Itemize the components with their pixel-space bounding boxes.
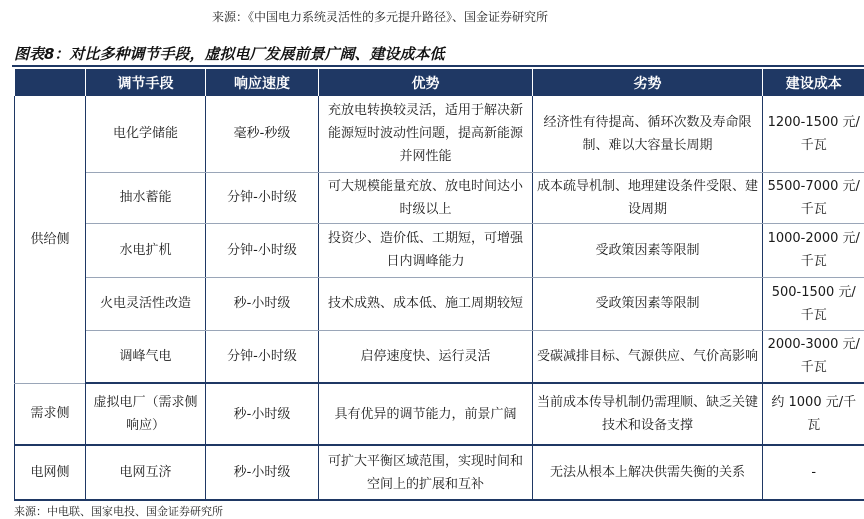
cons-cell: 受政策因素等限制 [533, 277, 763, 330]
category-cell: 需求侧 [15, 383, 86, 445]
speed-cell: 分钟-小时级 [206, 223, 319, 277]
table-row [15, 383, 864, 445]
method-cell: 火电灵活性改造 [86, 277, 206, 330]
cons-cell: 当前成本传导机制仍需理顺、缺乏关键技术和设备支撑 [533, 383, 763, 445]
table-row [15, 330, 864, 383]
speed-cell: 秒-小时级 [206, 383, 319, 445]
table-row [15, 445, 864, 500]
cons-cell: 成本疏导机制、地理建设条件受限、建设周期 [533, 172, 763, 223]
source-note-bottom: 来源：中电联、国家电投、国金证券研究所 [14, 505, 223, 518]
cost-cell: 1000-2000 元/千瓦 [763, 223, 864, 277]
speed-cell: 秒-小时级 [206, 277, 319, 330]
header-cons: 劣势 [533, 69, 763, 96]
category-cell: 供给侧 [15, 96, 86, 383]
method-cell: 调峰气电 [86, 330, 206, 383]
source-note-top: 来源：《中国电力系统灵活性的多元提升路径》、国金证券研究所 [212, 10, 549, 24]
cost-cell: 1200-1500 元/千瓦 [763, 96, 864, 172]
pros-cell: 充放电转换较灵活，适用于解决新能源短时波动性问题，提高新能源并网性能 [319, 96, 533, 172]
pros-cell: 启停速度快、运行灵活 [319, 330, 533, 383]
cost-cell: 约 1000 元/千瓦 [763, 383, 864, 445]
method-cell: 水电扩机 [86, 223, 206, 277]
table-header-row [15, 69, 864, 96]
header-cost: 建设成本 [763, 69, 864, 96]
category-cell: 电网侧 [15, 445, 86, 500]
cost-cell: - [763, 445, 864, 500]
header-method: 调节手段 [86, 69, 206, 96]
comparison-table [14, 69, 864, 501]
method-cell: 虚拟电厂（需求侧响应） [86, 383, 206, 445]
header-category [15, 69, 86, 96]
pros-cell: 投资少、造价低、工期短，可增强日内调峰能力 [319, 223, 533, 277]
header-speed: 响应速度 [206, 69, 319, 96]
method-cell: 电化学储能 [86, 96, 206, 172]
cost-cell: 5500-7000 元/千瓦 [763, 172, 864, 223]
cost-cell: 2000-3000 元/千瓦 [763, 330, 864, 383]
method-cell: 电网互济 [86, 445, 206, 500]
speed-cell: 秒-小时级 [206, 445, 319, 500]
table-row [15, 277, 864, 330]
cons-cell: 受政策因素等限制 [533, 223, 763, 277]
method-cell: 抽水蓄能 [86, 172, 206, 223]
speed-cell: 分钟-小时级 [206, 330, 319, 383]
figure-title-bar [12, 41, 864, 67]
table-row [15, 223, 864, 277]
cons-cell: 受碳减排目标、气源供应、气价高影响 [533, 330, 763, 383]
pros-cell: 技术成熟、成本低、施工周期较短 [319, 277, 533, 330]
figure-title: 图表8：对比多种调节手段，虚拟电厂发展前景广阔、建设成本低 [14, 45, 445, 63]
header-pros: 优势 [319, 69, 533, 96]
cons-cell: 经济性有待提高、循环次数及寿命限制、难以大容量长周期 [533, 96, 763, 172]
cost-cell: 500-1500 元/千瓦 [763, 277, 864, 330]
table-row [15, 172, 864, 223]
pros-cell: 可扩大平衡区域范围，实现时间和空间上的扩展和互补 [319, 445, 533, 500]
speed-cell: 分钟-小时级 [206, 172, 319, 223]
cons-cell: 无法从根本上解决供需失衡的关系 [533, 445, 763, 500]
pros-cell: 具有优异的调节能力，前景广阔 [319, 383, 533, 445]
pros-cell: 可大规模能量充放、放电时间达小时级以上 [319, 172, 533, 223]
table-row [15, 96, 864, 172]
speed-cell: 毫秒-秒级 [206, 96, 319, 172]
